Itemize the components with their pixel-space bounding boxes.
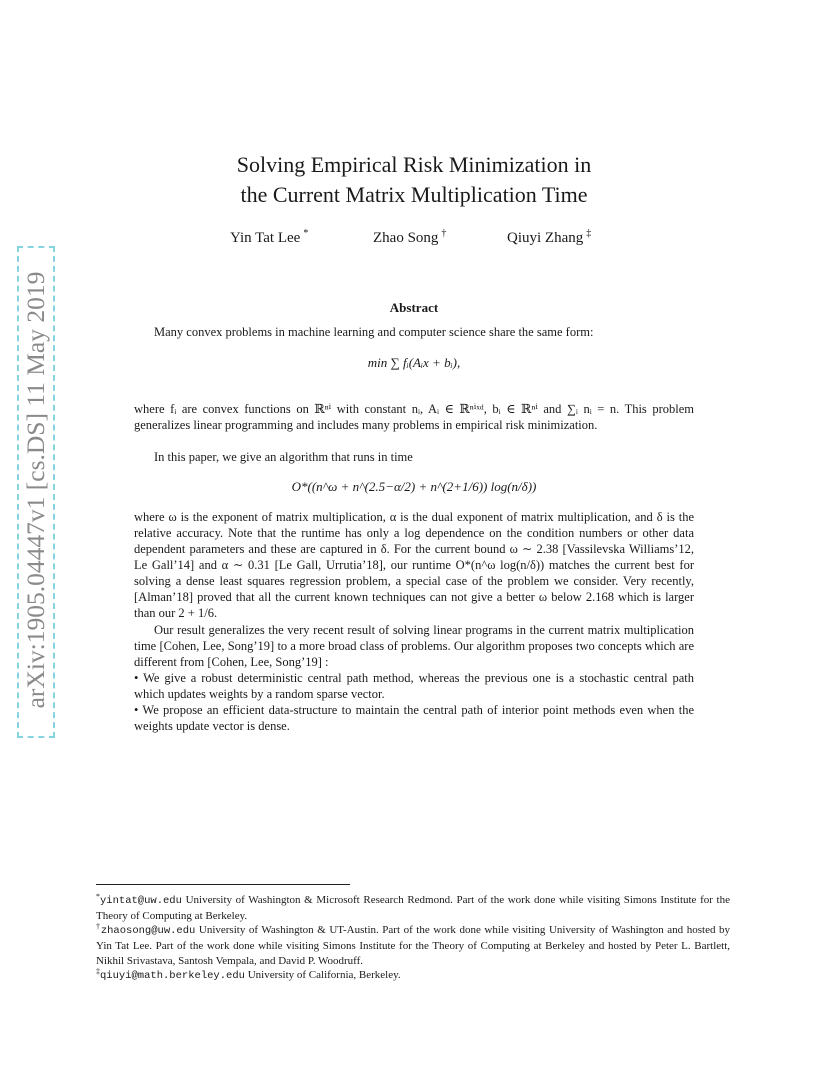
- paper-title: [0, 150, 828, 210]
- abstract-heading: Abstract: [389, 300, 439, 315]
- arxiv-stamp: arXiv:1905.04447v1 [cs.DS] 11 May 2019: [21, 271, 50, 709]
- author-song: Zhao Song †: [373, 228, 447, 246]
- email-zhang[interactable]: qiuyi@math.berkeley.edu: [100, 970, 245, 982]
- equation-objective: min ∑ fᵢ(Aᵢx + bᵢ),: [367, 355, 461, 370]
- footnote-lee: *yintat@uw.edu University of Washington & Microsoft Research Redmond. Part of the work done while visiting Simons Institute for the Theory of Computing at Berkeley.: [96, 892, 730, 923]
- abstract-bullet-2: • We propose an efficient data-structure to maintain the central path of interior point methods even when the weights update vector is dense.: [134, 703, 694, 733]
- abstract-paragraph-3: where ω is the exponent of matrix multiplication, α is the dual exponent of matrix multiplication, and δ is the relative accuracy. Note that the runtime has only a log dependence on the condition numbers or other data dependent parameters and these are captured in δ. For the current bound ω ∼ 2.38 [Vassilevska Williams’12, Le Gall’14] and α ∼ 0.31 [Le Gall, Urrutia’18], our runtime O*(n^ω log(n/δ)) matches the current best for solving a dense least squares regression problem, a special case of the problem we consider. Very recently, [Alman’18] proved that all the current known techniques can not give a better ω below 2.168 which is larger than our 2 + 1/6.: [134, 510, 694, 620]
- abstract-intro: Many convex problems in machine learning and computer science share the same form:: [154, 325, 594, 339]
- footnote-song: †zhaosong@uw.edu University of Washington & UT-Austin. Part of the work done while visiting University of Washington and hosted by Yin Tat Lee. Part of the work done while visiting Simons Institute for the Theory of Computing at Berkeley and hosted by Peter L. Bartlett, Nikhil Srivastava, Santosh Vempala, and David P. Woodruff.: [96, 922, 731, 968]
- email-lee[interactable]: yintat@uw.edu: [100, 895, 182, 907]
- equation-runtime: O*((n^ω + n^(2.5−α/2) + n^(2+1/6)) log(n/δ)): [291, 479, 537, 494]
- abstract-paragraph-1: where fᵢ are convex functions on ℝⁿⁱ with constant nᵢ, Aᵢ ∈ ℝⁿⁱˣᵈ, bᵢ ∈ ℝⁿⁱ and ∑ᵢ nᵢ = n. This problem generalizes linear programming and includes many problems in empirical risk minimization.: [134, 402, 694, 432]
- title-line-2: the Current Matrix Multiplication Time: [240, 182, 588, 207]
- author-zhang: Qiuyi Zhang ‡: [507, 228, 592, 246]
- footnote-zhang: ‡qiuyi@math.berkeley.edu University of California, Berkeley.: [96, 967, 401, 982]
- title-line-1: Solving Empirical Risk Minimization in: [236, 152, 592, 177]
- footnote-rule: [96, 884, 350, 885]
- abstract-paragraph-4: Our result generalizes the very recent result of solving linear programs in the current matrix multiplication time [Cohen, Lee, Song’19] to a more broad class of problems. Our algorithm proposes two concepts which are different from [Cohen, Lee, Song’19] :: [134, 623, 694, 669]
- abstract-paragraph-2: In this paper, we give an algorithm that runs in time: [154, 450, 413, 464]
- author-lee: Yin Tat Lee *: [230, 228, 309, 246]
- abstract-bullet-1: • We give a robust deterministic central path method, whereas the previous one is a stochastic central path which updates weights by a random sparse vector.: [134, 671, 694, 701]
- email-song[interactable]: zhaosong@uw.edu: [100, 925, 196, 937]
